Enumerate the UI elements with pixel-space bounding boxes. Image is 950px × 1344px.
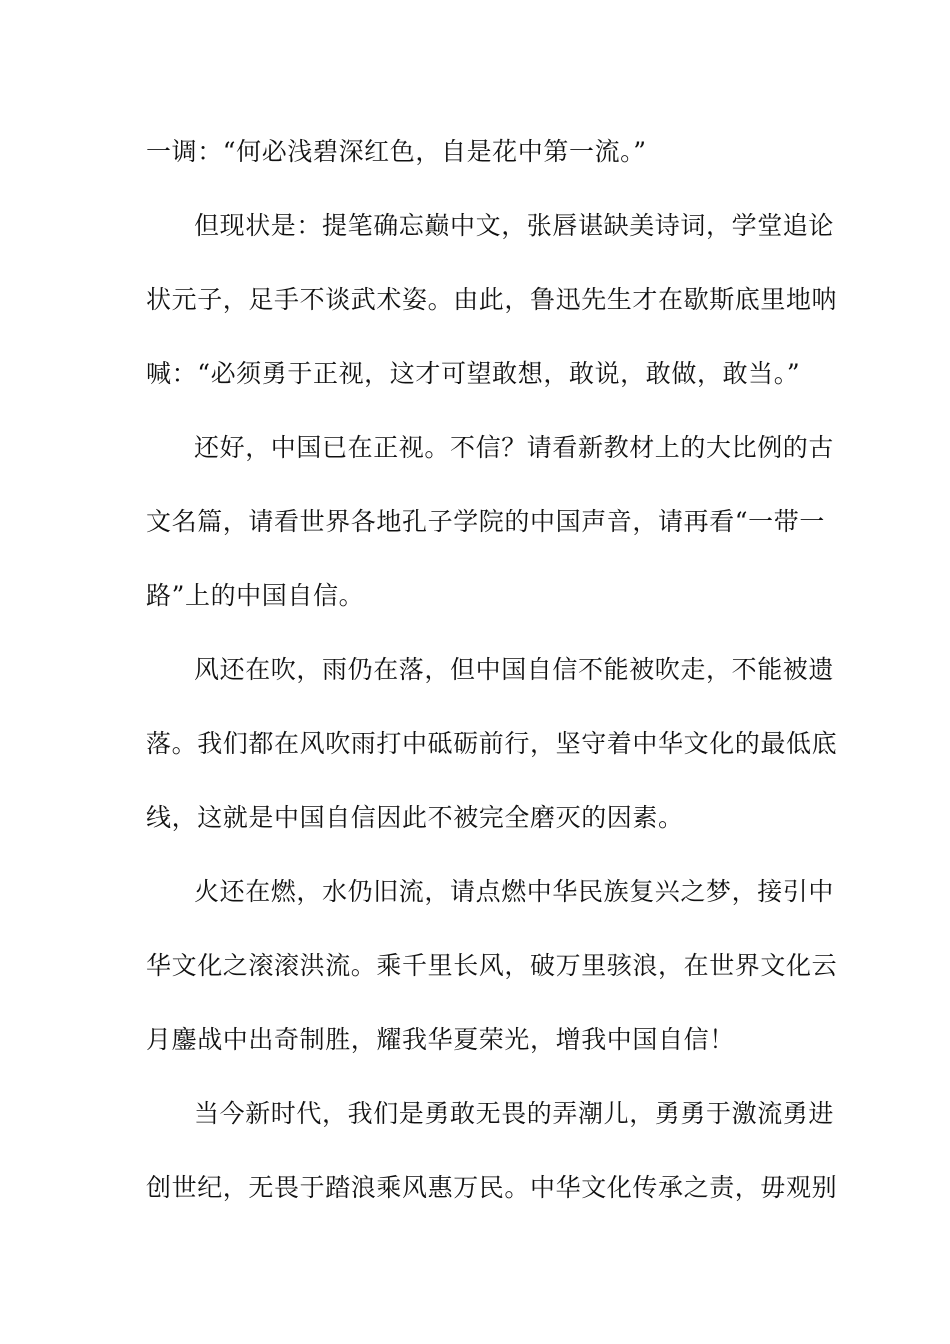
- paragraph-start-line: 但现状是：提笔确忘巅中文，张唇谌缺美诗词，学堂追论: [194, 211, 835, 240]
- text-line: 创世纪，无畏于踏浪乘风惠万民。中华文化传承之责，毋观别: [146, 1173, 838, 1202]
- paragraph-start-line: 当今新时代，我们是勇敢无畏的弄潮儿，勇勇于激流勇进: [194, 1099, 835, 1128]
- paragraph-start-line: 还好，中国已在正视。不信？请看新教材上的大比例的古: [194, 433, 835, 462]
- text-line: 路”上的中国自信。: [146, 581, 365, 610]
- text-line: 文名篇，请看世界各地孔子学院的中国声音，请再看“一带一: [146, 507, 825, 536]
- text-line: 状元子，足手不谈武术姿。由此，鲁迅先生才在歇斯底里地呐: [146, 285, 838, 314]
- text-line: 月鏖战中出奇制胜，耀我华夏荣光，增我中国自信！: [146, 1025, 735, 1054]
- paragraph-start-line: 火还在燃，水仍旧流，请点燃中华民族复兴之梦，接引中: [194, 877, 835, 906]
- text-line: 一调：“何必浅碧深红色，自是花中第一流。”: [146, 137, 647, 166]
- text-line: 喊：“必须勇于正视，这才可望敢想，敢说，敢做，敢当。”: [146, 359, 801, 388]
- text-line: 华文化之滚滚洪流。乘千里长风，破万里骇浪，在世界文化云: [146, 951, 838, 980]
- text-line: 落。我们都在风吹雨打中砥砺前行，坚守着中华文化的最低底: [146, 729, 838, 758]
- essay-body: [146, 120, 838, 1230]
- paragraph-start-line: 风还在吹，雨仍在落，但中国自信不能被吹走，不能被遗: [194, 655, 835, 684]
- text-line: 线，这就是中国自信因此不被完全磨灭的因素。: [146, 803, 684, 832]
